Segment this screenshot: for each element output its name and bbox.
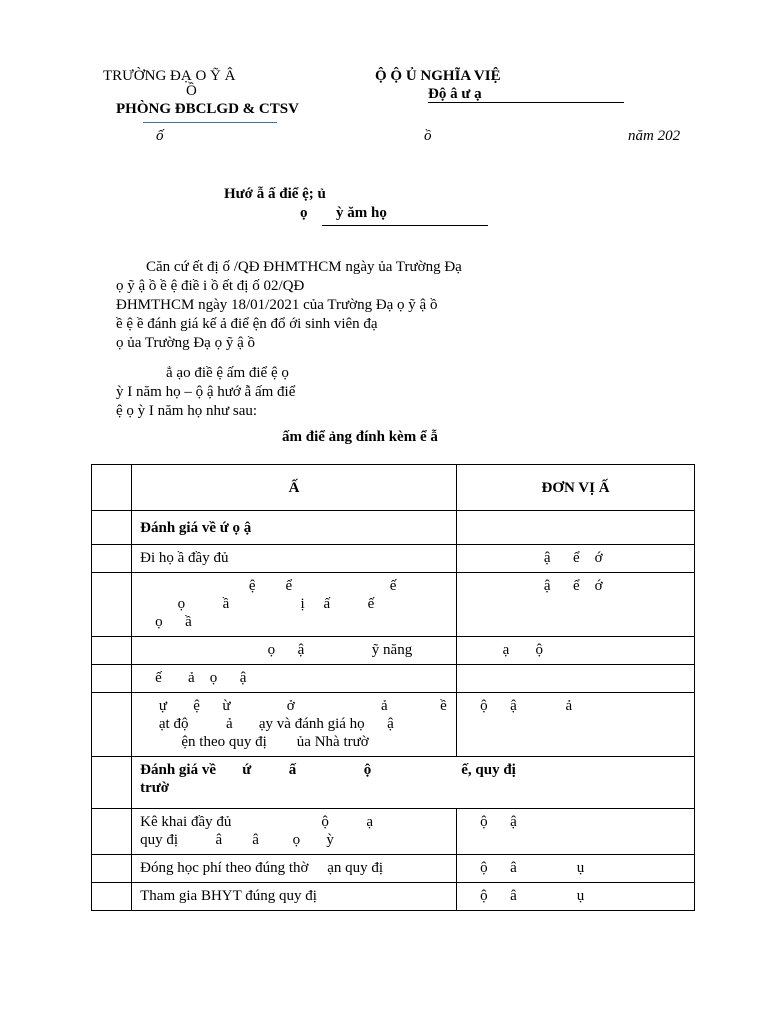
- unit-cell: [457, 545, 695, 573]
- table-cell: [92, 465, 132, 511]
- criteria-cell: [132, 855, 457, 883]
- document-title: Hướ ẫ ấ điể ệ; ủ: [224, 186, 326, 202]
- criteria-table: [91, 464, 695, 911]
- criteria-cell: [132, 693, 457, 757]
- criteria-text: Kê khai đầy đủ ộ ạ: [140, 814, 374, 830]
- unit-cell: [457, 637, 695, 665]
- date-part-mid: ồ: [424, 128, 432, 144]
- criteria-text: ạt độ ả ạy và đánh giá họ ậ: [140, 716, 394, 732]
- criteria-cell: [132, 545, 457, 573]
- criteria-text: Đóng học phí theo đúng thờ ạn quy đị: [140, 860, 384, 876]
- criteria-text: ệ ể ế: [140, 578, 397, 594]
- paragraph-line: ọ ủa Trường Đạ ọ ỹ ậ ồ: [116, 335, 255, 351]
- table-row: [92, 809, 695, 855]
- table-row: [92, 545, 695, 573]
- department-name: PHÒNG ĐBCLGD & CTSV: [116, 101, 299, 117]
- motto-underline: [428, 102, 624, 103]
- unit-cell: [457, 883, 695, 911]
- paragraph-purpose: [116, 364, 690, 421]
- table-cell: [92, 511, 132, 545]
- table-cell: [92, 757, 132, 809]
- school-name-cont: Ồ: [186, 83, 197, 99]
- unit-text: ậ ể ớ: [465, 578, 603, 594]
- table-cell: [92, 637, 132, 665]
- paragraph-line: Căn cứ ết đị ố /QĐ ĐHMTHCM ngày ủa Trường Đạ: [146, 259, 462, 275]
- header-cell-criteria: Ấ: [132, 465, 457, 511]
- table-row: [92, 883, 695, 911]
- criteria-text: quy đị â â ọ ỳ: [140, 832, 334, 848]
- unit-text: ộ â ụ: [465, 888, 585, 904]
- table-row: [92, 855, 695, 883]
- criteria-text: Đánh giá về ứ ấ ộ ế, quy đị: [140, 762, 516, 778]
- criteria-cell: [132, 511, 457, 545]
- table-cell: [92, 545, 132, 573]
- criteria-text: ện theo quy đị ủa Nhà trườ: [140, 734, 369, 750]
- document-subtitle-b: ỳ ăm họ: [336, 205, 387, 221]
- table-row: [92, 637, 695, 665]
- table-row: [92, 573, 695, 637]
- unit-cell: [457, 855, 695, 883]
- country-name: Ộ Ộ Ủ NGHĨA VIỆ: [375, 68, 501, 84]
- paragraph-basis: [116, 258, 690, 353]
- unit-text: ậ ể ớ: [465, 550, 603, 566]
- criteria-cell: [132, 883, 457, 911]
- header-cell-unit: ĐƠN VỊ Ấ: [457, 465, 695, 511]
- unit-cell: [457, 665, 695, 693]
- paragraph-line: ề ệ ề đánh giá kế ả điể ện đổ ới sinh viên đạ: [116, 316, 378, 332]
- paragraph-line: ĐHMTHCM ngày 18/01/2021 của Trường Đạ ọ ỹ ậ ồ: [116, 297, 438, 313]
- date-year: năm 202: [628, 128, 681, 144]
- school-name: TRƯỜNG ĐẠ O Ỹ Â: [103, 68, 236, 84]
- criteria-text: ế ả ọ ậ: [140, 670, 247, 686]
- table-cell: [92, 573, 132, 637]
- criteria-text: Tham gia BHYT đúng quy đị: [140, 888, 317, 904]
- criteria-cell: [132, 637, 457, 665]
- table-cell: [92, 809, 132, 855]
- criteria-text: ọ ầ: [140, 614, 192, 630]
- document-subtitle-a: ọ: [300, 205, 308, 221]
- table-cell: [92, 665, 132, 693]
- paragraph-line: ẳ ạo điề ệ ấm điể ệ ọ: [166, 365, 289, 381]
- unit-text: ộ ậ: [465, 814, 517, 830]
- paragraph-line: ỳ I năm họ – ộ ậ hướ ẫ ấm điể: [116, 384, 296, 400]
- table-header-row: [92, 465, 695, 511]
- table-cell: [92, 883, 132, 911]
- criteria-cell: [132, 573, 457, 637]
- unit-cell: [457, 693, 695, 757]
- table-row-section: [92, 757, 695, 809]
- unit-text: ộ ậ ả: [465, 698, 573, 714]
- unit-cell: [457, 809, 695, 855]
- criteria-cell: [132, 809, 457, 855]
- date-part-left: ố: [156, 128, 164, 144]
- criteria-cell: [132, 665, 457, 693]
- unit-text: ộ â ụ: [465, 860, 585, 876]
- paragraph-line: ệ ọ ỳ I năm họ như sau:: [116, 403, 258, 419]
- criteria-text: trườ: [140, 780, 170, 796]
- department-underline: [143, 122, 277, 123]
- subtitle-underline: [322, 225, 488, 226]
- criteria-text: ọ ậ ỹ năng: [140, 642, 413, 658]
- criteria-text: ự ệ ừ ở ả ề: [140, 698, 447, 714]
- unit-cell: [457, 511, 695, 545]
- criteria-cell: [132, 757, 695, 809]
- unit-text: ạ ộ: [465, 642, 543, 658]
- criteria-text: ọ ầ ị ấ ế: [140, 596, 375, 612]
- table-heading: ấm điể ảng đính kèm ể ẫ: [282, 429, 438, 445]
- table-cell: [92, 855, 132, 883]
- country-motto: Độ â ư ạ: [428, 86, 482, 102]
- table-row-section: [92, 511, 695, 545]
- table-row: [92, 693, 695, 757]
- criteria-text: Đánh giá về ứ ọ ậ: [140, 519, 252, 536]
- table-cell: [92, 693, 132, 757]
- unit-cell: [457, 573, 695, 637]
- table-row: [92, 665, 695, 693]
- paragraph-line: ọ ỹ ậ ồ ề ệ điề i ồ ết đị ố 02/QĐ: [116, 278, 305, 294]
- criteria-text: Đi họ ầ đầy đủ: [140, 550, 229, 566]
